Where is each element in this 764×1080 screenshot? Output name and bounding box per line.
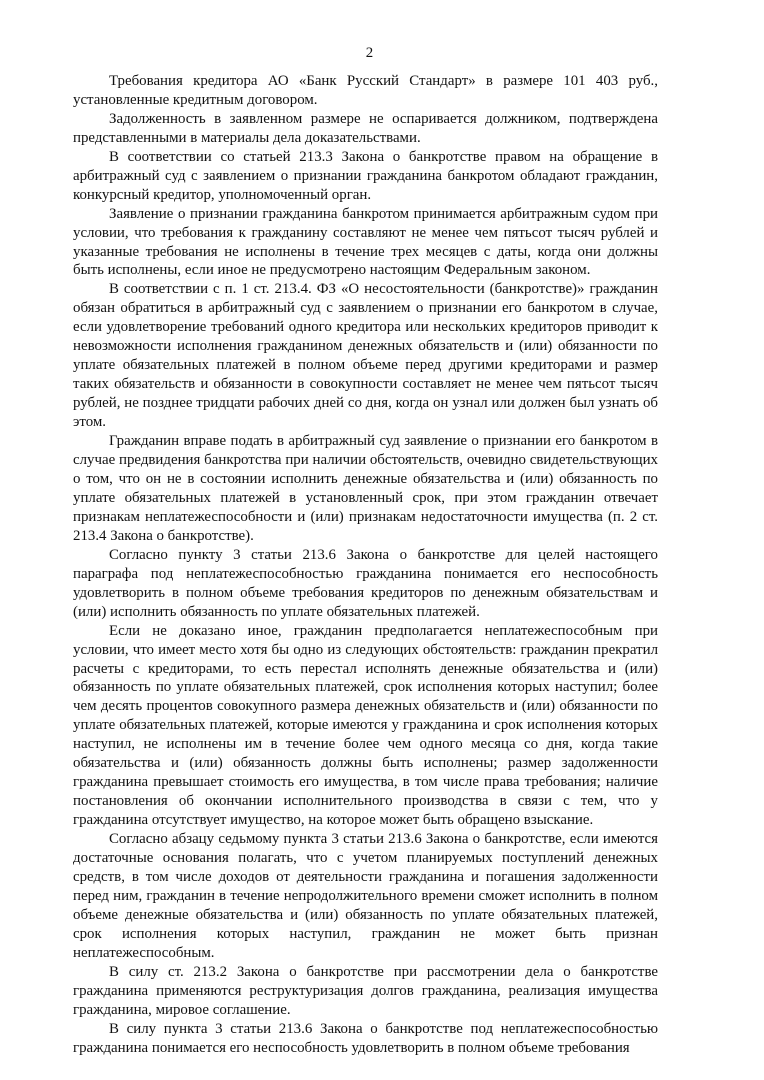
paragraph-article-213-2: В силу ст. 213.2 Закона о банкротстве при рассмотрении дела о банкротстве гражданина применяются реструктуризация долгов гражданина, реализация имущества гражданина, мировое соглашение. [73,963,658,1018]
page-number: 2 [365,45,374,61]
paragraph-debt-not-disputed: Задолженность в заявленном размере не оспаривается должником, подтверждена представленными в материалы дела доказательствами. [73,110,658,146]
paragraph-article-213-4-p2: Гражданин вправе подать в арбитражный суд заявление о признании его банкротом в случае предвидения банкротства при наличии обстоятельств, очевидно свидетельствующих о том, что он не в состоянии исполнить денежные обязательства и (или) обязанность по уплате обязательных платежей в установленный срок, при этом гражданин отвечает признакам неплатежеспособности и (или) признакам недостаточности имущества (п. 2 ст. 213.4 Закона о банкротстве). [73,433,658,544]
paragraph-article-213-6-abzac7: Согласно абзацу седьмому пункта 3 статьи 213.6 Закона о банкротстве, если имеются достаточные основания полагать, что с учетом планируемых поступлений денежных средств, в том числе доходов от деятельности гражданина и погашения задолженности перед ним, гражданин в течение непродолжительного времени сможет исполнить в полном объеме денежные обязательства и (или) обязанность по уплате обязательных платежей, срок исполнения которых наступил, гражданин не может быть признан неплатежеспособным. [73,831,658,961]
paragraph-creditor-claims: Требования кредитора АО «Банк Русский Стандарт» в размере 101 403 руб., установленные кредитным договором. [73,72,658,108]
paragraph-article-213-6-p3: Согласно пункту 3 статьи 213.6 Закона о банкротстве для целей настоящего параграфа под неплатежеспособностью гражданина понимается его неспособность удовлетворить в полном объеме требования кредиторов по денежным обязательствам и (или) исполнить обязанность по уплате обязательных платежей. [73,546,658,620]
paragraph-article-213-6-continued: В силу пункта 3 статьи 213.6 Закона о банкротстве под неплатежеспособностью гражданина понимается его неспособность удовлетворить в полном объеме требования [73,1020,658,1056]
paragraph-application-conditions: Заявление о признании гражданина банкротом принимается арбитражным судом при условии, что требования к гражданину составляют не менее чем пятьсот тысяч рублей и указанные требования не исполнены в течение трех месяцев с даты, когда они должны быть исполнены, если иное не предусмотрено настоящим Федеральным законом. [73,205,658,279]
paragraph-insolvency-presumption: Если не доказано иное, гражданин предполагается неплатежеспособным при условии, что имеет место хотя бы одно из следующих обстоятельств: гражданин прекратил расчеты с кредиторами, то есть перестал исполнять денежные обязательства и (или) обязанность по уплате обязательных платежей, срок исполнения которых наступил; более чем десять процентов совокупного размера денежных обязательств и (или) обязанности по уплате обязательных платежей, которые имеются у гражданина и срок исполнения которых наступил, не исполнены им в течение более чем одного месяца со дня, когда такие обязательства и (или) обязанность должны быть исполнены; размер задолженности гражданина превышает стоимость его имущества, в том числе права требования; наличие постановления об окончании исполнительного производства в связи с тем, что у гражданина отсутствует имущество, на которое может быть обращено взыскание. [73,622,658,829]
paragraph-article-213-4-p1: В соответствии с п. 1 ст. 213.4. ФЗ «О несостоятельности (банкротстве)» гражданин обязан обратиться в арбитражный суд с заявлением о признании его банкротом в случае, если удовлетворение требований одного кредитора или нескольких кредиторов приводит к невозможности исполнения гражданином денежных обязательств и (или) обязанности по уплате обязательных платежей в полном объеме перед другими кредиторами и размер таких обязательств и обязанности в совокупности составляет не менее чем пятьсот тысяч рублей, не позднее тридцати рабочих дней со дня, когда он узнал или должен был узнать об этом. [73,281,658,431]
paragraph-article-213-3: В соответствии со статьей 213.3 Закона о банкротстве правом на обращение в арбитражный суд с заявлением о признании гражданина банкротом обладают гражданин, конкурсный кредитор, уполномоченный орган. [73,148,658,203]
